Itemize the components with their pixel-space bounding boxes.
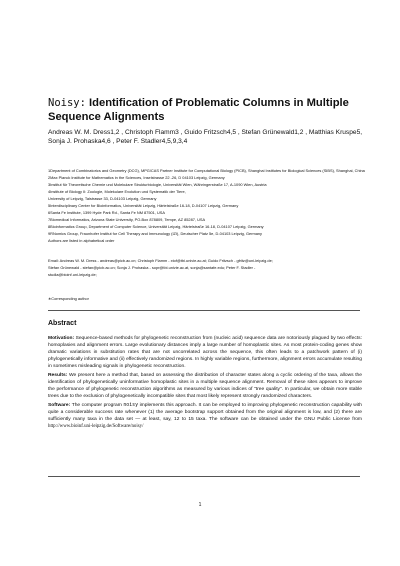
title-prefix: Noisy:: [48, 97, 86, 109]
email-line: Email: Andreas W. M. Dress - andreas@picb.ac.cn; Christoph Flamm - xtof@tbi.univie.ac.at; Guido Fritzsch - gfritz@uni-leipzig.de;: [48, 258, 273, 263]
affiliation: 9RNomics Group, Fraunhofer Institut for Cell Therapy and Immunology (IZI), Deutscher Platz 5e, D-04103 Leipzig, Germany: [48, 230, 263, 236]
email-line: studla@bioinf.uni-leipzig.de;: [48, 271, 97, 277]
software-paragraph: [48, 402, 362, 430]
affiliations: [48, 168, 368, 244]
page-number: 1: [198, 502, 202, 508]
email-block: [48, 258, 368, 279]
affiliation: 6Santa Fe Institute, 1399 Hyde Park Rd., Santa Fe NM 87501, USA: [48, 209, 165, 215]
abstract-body: [48, 335, 362, 432]
affiliation: University of Leipzig, Talstrasse 33, D-04103 Leipzig, Germany: [48, 195, 157, 201]
motivation-paragraph: [48, 335, 362, 370]
alphabetical-note: Authors are listed in alphabetical order: [48, 237, 115, 243]
affiliation: 2Max Planck Institute for Mathematics in the Sciences, Inselstrasse 22 -26, D 04103 Leipzig, Germany: [48, 174, 225, 180]
results-label: Results:: [48, 373, 68, 378]
motivation-text: Sequence-based methods for phylogenetic reconstruction from (nucleic acid) sequence data are notoriously plagued by two effects: homoplasies and alignment errors. Large evolutionary distances imply a large number of homoplastic sites. As most protein-coding genes show dramatic variations in substitution rates that are not uncorrelated across the sequence, this often leads to a patchwork pattern of (i) phylogenetically informative and (ii) effectively randomized regions. In highly variable regions, furthermore, alignment errors accumulate resulting in sometimes misleading signals in phylogenetic reconstruction.: [48, 336, 362, 369]
software-name: noisy: [123, 402, 139, 408]
title-rest: Identification of Problematic Columns in Multiple Sequence Alignments: [48, 97, 349, 123]
software-text: The computer program: [70, 403, 124, 408]
affiliation: 1Department of Combinatorics and Geometry (DCG), MPG/CAS Partner Institute for Computational Biology (PICB), Shanghai Institutes for Biological Sciences (SIBS), Shanghai, China: [48, 168, 365, 173]
affiliation: 8Bioinformatics Group, Department of Computer Science, Universität Leipzig, Härtelstraße 16-18, D-04107 Leipzig, Germany: [48, 223, 264, 229]
software-text: implements this approach. It can be employed to improving phylogenetic reconstruction capability with quite a considerable success rate whenever (1) the average bootstrap support obtained from the original alignment is low, and (2) there are sufficiently many taxa in the data set — at least, say, 12 to 15 taxa. The software can be obtained under the GNU Public License from: [48, 403, 363, 422]
affiliation: 7Biomedical Informatics, Arizona State University, PO-Box 878809, Tempe, AZ 85287, USA: [48, 216, 206, 222]
affiliation: 5Interdisciplinary Center for Bioinformatics, Universität Leipzig, Härtelstraße 16-18, D-04107 Leipzig, Germany: [48, 202, 239, 208]
software-url-link[interactable]: http://www.bioinf.uni-leipzig.de/Software/noisy/: [48, 424, 144, 429]
corresponding-author-note: ∗Corresponding author: [48, 296, 89, 301]
results-text: We present here a method that, based on assessing the distribution of character states along a cyclic ordering of the taxa, allows the identification of phylogenetically uninformative homoplastic sites in a multiple sequence alignment. Removal of these sites appears to improve the performance of phylogenetic reconstruction algorithms as measured by various indices of “tree quality”. In particular, we obtain more stable trees due to the exclusion of phylogenetically incompatible sites that most likely represent strongly randomized characters.: [48, 373, 362, 399]
software-label: Software:: [48, 403, 71, 408]
results-paragraph: [48, 372, 362, 400]
email-line: Stefan Grünewald - stefan@picb.ac.cn; Sonja J. Prohaska - sopr@tbi.univie.ac.at, sonja@santafe.edu; Peter F. Stadler -: [48, 264, 256, 270]
divider-top: [48, 310, 360, 311]
motivation-label: Motivation:: [48, 336, 75, 341]
affiliation: 3Institut für Theoretische Chemie und Molekulare Strukturbiologie, Universität Wien, Währingerstraße 17, A-1090 Wien, Austria: [48, 181, 267, 187]
abstract-heading: Abstract: [48, 320, 77, 327]
affiliation: 4Institute of Biology II: Zoologie, Molekulare Evolution und Systematik der Tiere,: [48, 188, 186, 194]
divider-bottom: [48, 476, 360, 477]
author-list: Andreas W. M. Dress1,2 , Christoph Flamm3 , Guido Fritzsch4,5 , Stefan Grünewald1,2 , Matthias Kruspe5, Sonja J. Prohaska4,6 , Peter F. Stadler4,5,9,3,4: [48, 129, 363, 146]
paper-title: [48, 96, 368, 124]
